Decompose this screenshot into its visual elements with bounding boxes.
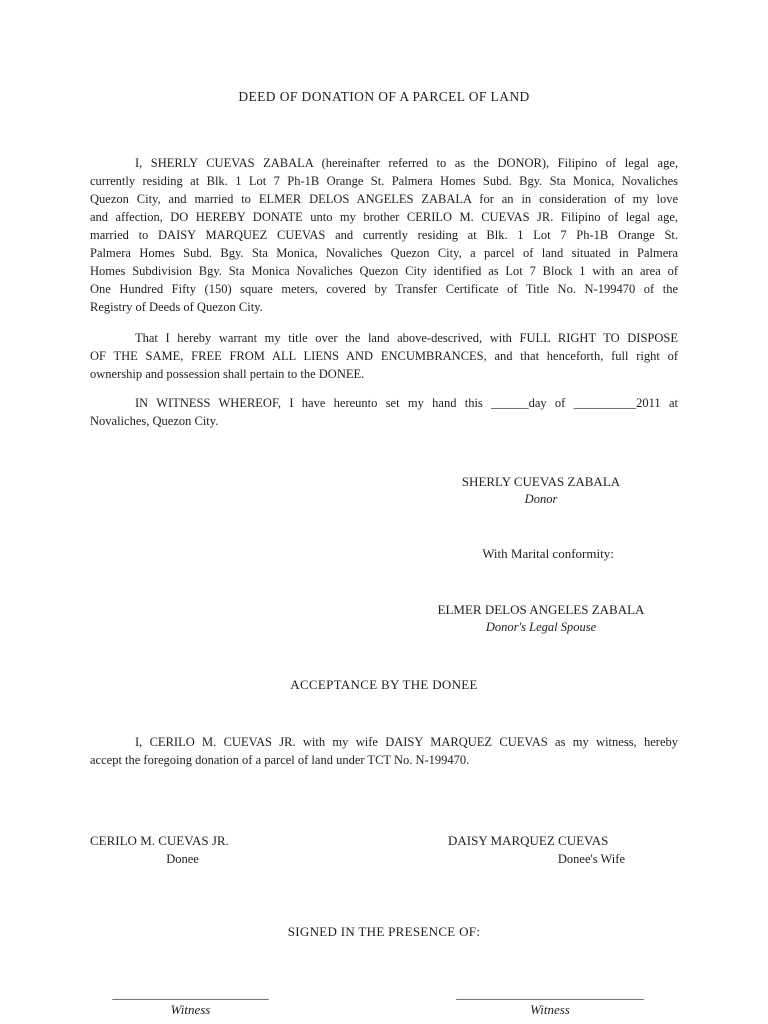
text-line: I, SHERLY CUEVAS ZABALA (hereinafter referred to as the DONOR), Filipino of legal age, bbox=[135, 156, 678, 170]
witness-label: Witness bbox=[530, 1002, 570, 1017]
text-line: Palmera Homes Subd. Bgy. Sta Monica, Novaliches Quezon City, a parcel of land situated in Palmera bbox=[90, 246, 678, 260]
text-line: Quezon City, and married to ELMER DELOS ANGELES ZABALA for an in consideration of my love bbox=[90, 192, 678, 206]
text-line: OF THE SAME, FREE FROM ALL LIENS AND ENCUMBRANCES, and that henceforth, full right of bbox=[90, 349, 678, 363]
acceptance-paragraph bbox=[90, 733, 678, 769]
donee-signature-block bbox=[90, 832, 275, 868]
witness-signature-block-left bbox=[108, 986, 273, 1018]
donee-wife-signature-block bbox=[448, 832, 625, 868]
warranty-clause-paragraph bbox=[90, 329, 678, 383]
text-line: and affection, DO HEREBY DONATE unto my brother CERILO M. CUEVAS JR. Filipino of legal age, bbox=[90, 210, 678, 224]
donor-signature-block bbox=[391, 473, 691, 508]
acceptance-heading: ACCEPTANCE BY THE DONEE bbox=[290, 677, 478, 692]
witness-whereof-paragraph bbox=[90, 394, 678, 430]
document-title: DEED OF DONATION OF A PARCEL OF LAND bbox=[238, 89, 530, 104]
donee-role-label: Donee bbox=[166, 852, 199, 866]
text-line: Homes Subdivision Bgy. Sta Monica Novaliches Quezon City identified as Lot 7 Block 1 with an area of bbox=[90, 264, 678, 278]
text-line: IN WITNESS WHEREOF, I have hereunto set my hand this ______day of __________2011 at bbox=[135, 396, 678, 410]
donee-name: CERILO M. CUEVAS JR. bbox=[90, 833, 229, 848]
text-line: Registry of Deeds of Quezon City. bbox=[90, 300, 263, 314]
donor-name: SHERLY CUEVAS ZABALA bbox=[461, 474, 621, 489]
text-line: accept the foregoing donation of a parcel of land under TCT No. N-199470. bbox=[90, 753, 470, 767]
text-line: I, CERILO M. CUEVAS JR. with my wife DAISY MARQUEZ CUEVAS as my witness, hereby bbox=[135, 735, 678, 749]
witness-signature-line: ______________________________ bbox=[456, 987, 644, 1001]
text-line: currently residing at Blk. 1 Lot 7 Ph-1B Orange St. Palmera Homes Subd. Bgy. Sta Monica, Novaliches bbox=[90, 174, 678, 188]
spouse-signature-block bbox=[391, 601, 691, 636]
witness-label: Witness bbox=[170, 1002, 211, 1017]
text-line: One Hundred Fifty (150) square meters, covered by Transfer Certificate of Title No. N-199470 of the bbox=[90, 282, 678, 296]
donee-wife-role-label: Donee's Wife bbox=[557, 852, 625, 866]
donor-role-label: Donor bbox=[524, 491, 558, 506]
text-line: ownership and possession shall pertain to the DONEE. bbox=[90, 367, 365, 381]
text-line: Novaliches, Quezon City. bbox=[90, 414, 219, 428]
donation-clause-paragraph bbox=[90, 154, 678, 316]
marital-conformity-label: With Marital conformity: bbox=[482, 546, 614, 561]
witness-signature-block-right bbox=[453, 986, 647, 1018]
text-line: That I hereby warrant my title over the land above-descrived, with FULL RIGHT TO DISPOSE bbox=[135, 331, 678, 345]
witness-signature-line: _________________________ bbox=[112, 987, 269, 1001]
donee-wife-name: DAISY MARQUEZ CUEVAS bbox=[448, 833, 609, 848]
signed-in-presence-heading: SIGNED IN THE PRESENCE OF: bbox=[287, 924, 481, 939]
text-line: married to DAISY MARQUEZ CUEVAS and currently residing at Blk. 1 Lot 7 Ph-1B Orange St. bbox=[90, 228, 678, 242]
spouse-role-label: Donor's Legal Spouse bbox=[485, 619, 597, 634]
spouse-name: ELMER DELOS ANGELES ZABALA bbox=[437, 602, 645, 617]
